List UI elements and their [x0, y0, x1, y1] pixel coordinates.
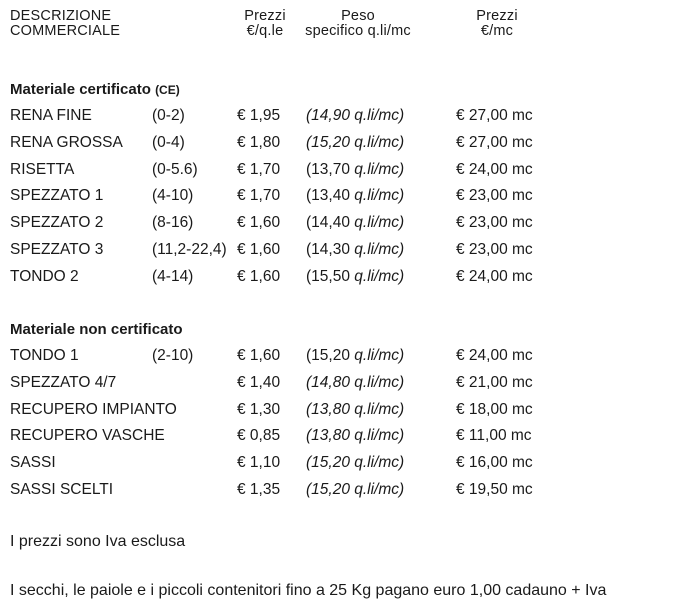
header-prezzi-ql-line2: €/q.le: [246, 23, 284, 39]
material-size: (0-5.6): [152, 160, 198, 178]
section-title-ce-mark: (CE): [155, 83, 180, 97]
column-header-descrizione: [10, 9, 120, 39]
price-per-quintal: € 1,60: [237, 267, 281, 285]
material-name: RECUPERO VASCHE: [10, 427, 165, 445]
specific-weight: (15,20 q.li/mc): [306, 481, 405, 498]
header-prezzi-mc-line1: Prezzi: [476, 8, 518, 24]
header-descrizione-line1: DESCRIZIONE: [10, 8, 112, 24]
material-name: RENA GROSSA: [10, 133, 123, 151]
price-per-quintal: € 1,40: [237, 373, 281, 391]
specific-weight: (15,20 q.li/mc): [306, 133, 405, 151]
specific-weight-unit: q.li/mc): [354, 160, 405, 178]
specific-weight: (15,20 q.li/mc): [306, 454, 405, 472]
material-size: (4-14): [152, 267, 194, 285]
table-row: [0, 214, 685, 241]
column-header-peso: [296, 9, 420, 39]
table-row: [0, 134, 685, 161]
price-per-cubic-meter: € 19,50 mc: [456, 481, 533, 498]
specific-weight-unit: q.li/mc): [354, 267, 405, 285]
price-per-cubic-meter: € 23,00 mc: [456, 241, 533, 258]
material-name: RECUPERO IMPIANTO: [10, 400, 177, 418]
table-row: [0, 107, 685, 134]
material-size: (0-2): [152, 107, 185, 124]
header-prezzi-mc-line2: €/mc: [480, 23, 514, 39]
specific-weight: [306, 187, 404, 205]
specific-weight-unit: q.li/mc): [354, 187, 405, 205]
section-title-certificato-text: Materiale certificato: [10, 81, 151, 98]
price-per-cubic-meter: € 24,00 mc: [456, 347, 533, 364]
price-per-cubic-meter: € 27,00 mc: [456, 107, 533, 124]
specific-weight: [306, 214, 404, 232]
specific-weight-value: (14,30: [306, 241, 350, 258]
material-size: (4-10): [152, 187, 194, 205]
price-per-quintal: € 1,95: [237, 107, 281, 124]
price-per-cubic-meter: € 16,00 mc: [456, 454, 533, 472]
price-per-cubic-meter: € 24,00 mc: [456, 160, 533, 178]
specific-weight: (13,80 q.li/mc): [306, 400, 405, 418]
price-per-quintal: € 0,85: [237, 427, 281, 445]
specific-weight: [306, 268, 404, 286]
material-size: (8-16): [152, 214, 194, 232]
header-peso-line1: Peso: [341, 8, 375, 24]
price-per-cubic-meter: € 21,00 mc: [456, 373, 533, 391]
price-per-quintal: € 1,70: [237, 187, 281, 205]
table-row: [0, 374, 685, 401]
specific-weight: (14,90 q.li/mc): [306, 107, 405, 124]
specific-weight: (14,80 q.li/mc): [306, 373, 405, 391]
price-per-cubic-meter: € 23,00 mc: [456, 214, 533, 232]
section-title-non-certificato: [10, 321, 183, 338]
table-row: [0, 454, 685, 481]
price-per-cubic-meter: € 18,00 mc: [456, 400, 533, 418]
table-row: [0, 161, 685, 188]
price-per-quintal: € 1,60: [237, 241, 281, 258]
price-per-cubic-meter: € 11,00 mc: [456, 427, 532, 445]
table-row: [0, 241, 685, 268]
material-size: (0-4): [152, 133, 185, 151]
table-row: [0, 427, 685, 454]
material-name: TONDO 2: [10, 267, 79, 285]
specific-weight-unit: q.li/mc): [354, 241, 405, 258]
material-name: SPEZZATO 4/7: [10, 373, 117, 391]
table-row: [0, 481, 685, 508]
section-title-certificato: [10, 81, 180, 98]
note-iva: I prezzi sono Iva esclusa: [10, 533, 186, 550]
price-per-quintal: € 1,10: [237, 454, 281, 472]
specific-weight-value: (13,40: [306, 187, 350, 205]
table-row: [0, 187, 685, 214]
material-name: SPEZZATO 2: [10, 214, 104, 232]
price-per-quintal: € 1,70: [237, 160, 281, 178]
specific-weight-value: (15,50: [306, 267, 350, 285]
table-row: [0, 401, 685, 428]
specific-weight-value: (13,70: [306, 160, 350, 178]
price-per-cubic-meter: € 27,00 mc: [456, 133, 533, 151]
column-header-prezzi-mc: [452, 9, 542, 39]
header-descrizione-line2: COMMERCIALE: [10, 23, 121, 39]
price-per-quintal: € 1,60: [237, 214, 281, 232]
material-name: TONDO 1: [10, 347, 79, 364]
price-per-cubic-meter: € 23,00 mc: [456, 187, 533, 205]
material-name: RENA FINE: [10, 107, 92, 124]
price-per-quintal: € 1,80: [237, 133, 281, 151]
material-size: (2-10): [152, 347, 194, 364]
material-name: SPEZZATO 3: [10, 241, 104, 258]
specific-weight: [306, 347, 404, 365]
specific-weight: [306, 161, 404, 179]
material-name: RISETTA: [10, 160, 75, 178]
table-row: [0, 347, 685, 374]
specific-weight-unit: q.li/mc): [354, 347, 405, 364]
note-containers: I secchi, le paiole e i piccoli contenitori fino a 25 Kg pagano euro 1,00 cadauno + Iva: [10, 582, 607, 599]
specific-weight-unit: q.li/mc): [354, 214, 405, 232]
specific-weight-value: (15,20: [306, 347, 350, 364]
specific-weight-value: (14,40: [306, 214, 350, 232]
column-header-prezzi-ql: [234, 9, 296, 39]
specific-weight: (13,80 q.li/mc): [306, 427, 405, 445]
material-name: SPEZZATO 1: [10, 187, 104, 205]
price-per-quintal: € 1,60: [237, 347, 281, 364]
material-name: SASSI: [10, 454, 56, 472]
section-title-non-certificato-text: Materiale non certificato: [10, 321, 183, 338]
price-per-cubic-meter: € 24,00 mc: [456, 267, 533, 285]
material-name: SASSI SCELTI: [10, 481, 114, 498]
header-peso-line2: specifico q.li/mc: [305, 23, 411, 39]
header-prezzi-ql-line1: Prezzi: [244, 8, 286, 24]
material-size: (11,2-22,4): [152, 241, 227, 258]
price-per-quintal: € 1,35: [237, 481, 281, 498]
table-row: [0, 268, 685, 295]
specific-weight: [306, 241, 404, 259]
price-per-quintal: € 1,30: [237, 400, 281, 418]
